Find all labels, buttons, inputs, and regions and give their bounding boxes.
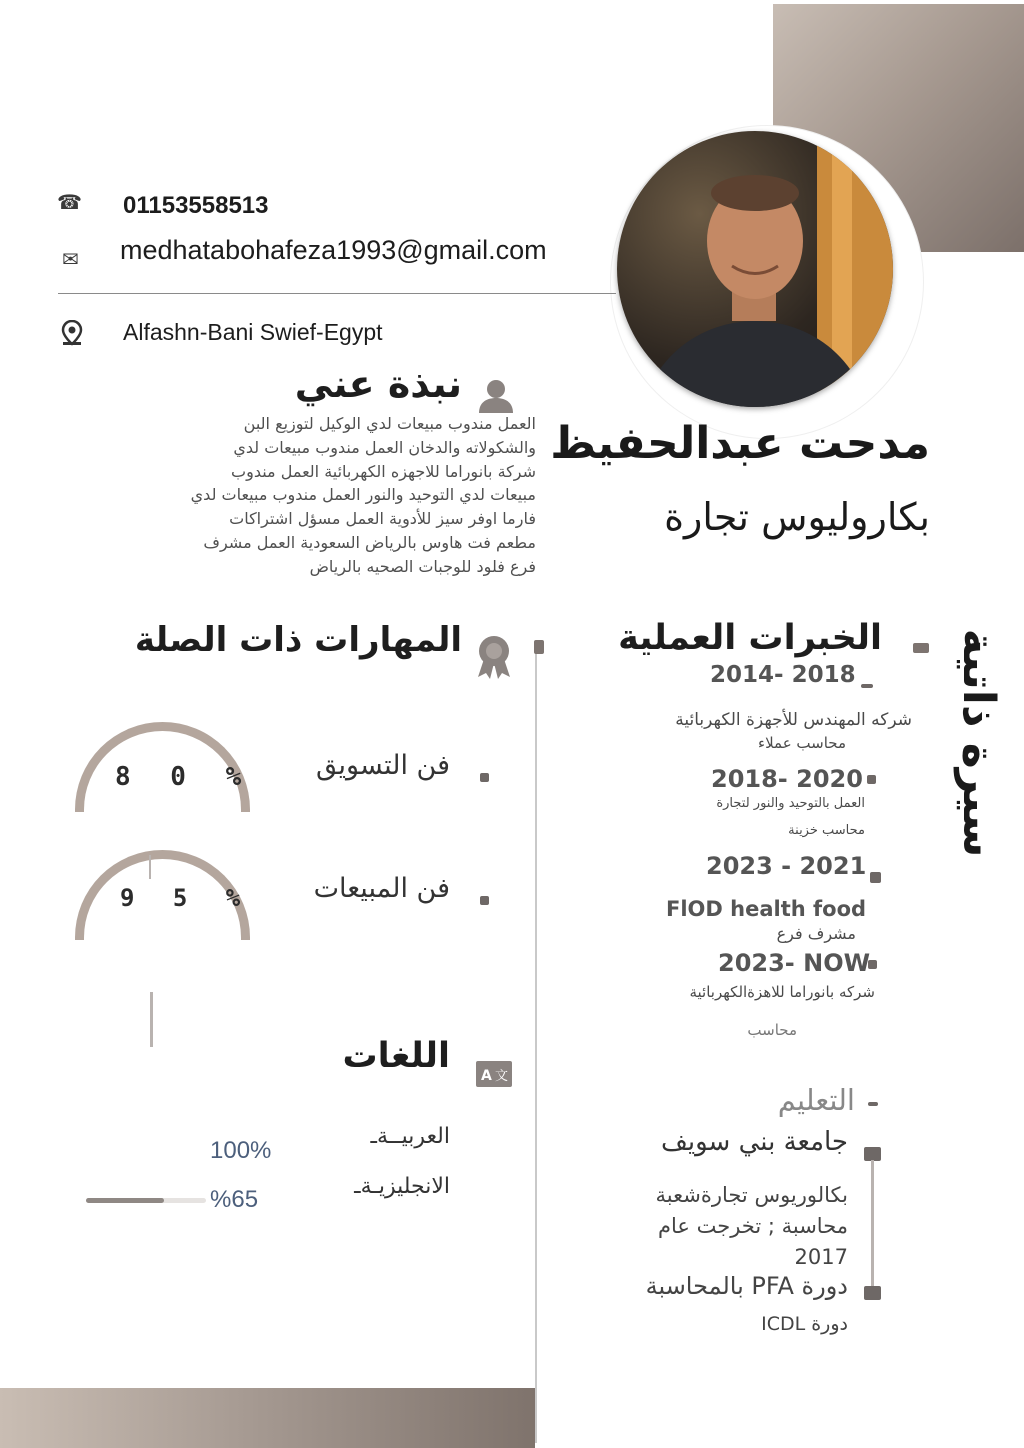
skill-name-marketing: فن التسويق	[316, 750, 450, 781]
education-bullet	[864, 1286, 881, 1300]
profile-photo	[617, 131, 893, 407]
about-line: مبيعات لدي التوحيد والنور العمل مندوب مبيعات لدي	[190, 485, 536, 505]
about-line: فارما اوفر سيز للأدوية العمل مسؤل اشتراكات	[229, 509, 536, 529]
language-name-english: الانجليزيـةـ	[354, 1174, 450, 1199]
about-text	[100, 412, 536, 579]
education-degree-line: بكالوريوس تجارةشعبة	[655, 1183, 848, 1207]
course-pfa: دورة PFA بالمحاسبة	[645, 1272, 848, 1300]
about-line: العمل مندوب مبيعات لدي الوكيل لتوزيع البن	[243, 414, 536, 433]
education-degree-line: محاسبة ; تخرجت عام	[657, 1214, 848, 1238]
about-line: والشكولاته والدخان العمل مندوب مبيعات لدي	[233, 437, 536, 457]
degree-title: بكاروليوس تجارة	[664, 495, 930, 539]
skill-gauge-tick	[149, 855, 151, 879]
address: Alfashn-Bani Swief-Egypt	[123, 319, 383, 345]
email-address[interactable]: medhatabohafeza1993@gmail.com	[120, 235, 547, 265]
education-timeline-line	[871, 1160, 874, 1290]
experience-title-bullet	[913, 643, 929, 653]
experience-title: الخبرات العملية	[618, 618, 882, 658]
envelope-icon: ✉	[62, 247, 79, 271]
about-line: مطعم فت هاوس بالرياض السعودية العمل مشرف	[203, 532, 536, 552]
skill-value-sales: 9 5 %	[120, 884, 253, 912]
vertical-cv-title-wrapper	[948, 618, 1008, 868]
experience-role: محاسب خزينة	[788, 823, 865, 838]
center-divider-line	[535, 648, 537, 1443]
skill-value-marketing: 8 0 %	[115, 762, 254, 792]
experience-bullet	[861, 684, 873, 688]
experience-bullet	[870, 872, 881, 883]
education-degree	[580, 1180, 848, 1273]
language-bar-fill-english	[86, 1198, 164, 1203]
language-value-english: %65	[210, 1186, 259, 1213]
language-bar-english	[86, 1198, 206, 1203]
award-badge-icon	[474, 633, 514, 683]
experience-role: محاسب	[747, 1021, 797, 1039]
contact-divider	[58, 293, 616, 294]
university-name: جامعة بني سويف	[660, 1127, 848, 1157]
education-bullet	[864, 1147, 881, 1161]
experience-company: شركه بانوراما للاهزةالكهربائية	[689, 983, 875, 1001]
about-line: فرع فلود للوجبات الصحيه بالرياض	[309, 556, 536, 576]
language-value-arabic: 100%	[210, 1137, 272, 1164]
experience-years: 2018- 2020	[711, 765, 863, 793]
skill-name-sales: فن المبيعات	[313, 873, 450, 904]
vertical-cv-title: سيرة ذاتية	[953, 628, 1004, 858]
experience-years: 2023 - 2021	[706, 852, 867, 880]
divider-tick	[150, 992, 153, 1047]
about-title: نبذة عني	[294, 362, 462, 406]
skill-bullet	[480, 773, 489, 782]
profile-photo-illustration	[617, 131, 893, 407]
experience-role: مشرف فرع	[776, 924, 856, 943]
about-line: شركة بانوراما للاجهزه الكهربائية العمل مندوب	[231, 461, 536, 481]
language-name-arabic: العربيــةـ	[370, 1124, 450, 1149]
svg-text:文: 文	[495, 1069, 509, 1084]
bottom-decor-block	[0, 1388, 535, 1448]
experience-years: 2014- 2018	[710, 662, 856, 688]
education-degree-line: 2017	[794, 1245, 848, 1269]
experience-company: FlOD health food	[666, 897, 867, 921]
experience-role: محاسب عملاء	[758, 734, 846, 752]
skill-bullet	[480, 896, 489, 905]
experience-bullet	[867, 775, 876, 784]
center-divider-dot	[534, 640, 544, 654]
course-icdl: دورة ICDL	[761, 1313, 848, 1335]
translate-icon	[476, 1061, 512, 1091]
skills-title: المهارات ذات الصلة	[134, 620, 462, 660]
svg-text:A: A	[481, 1068, 492, 1084]
full-name: مدحت عبدالحفيظ	[550, 418, 930, 469]
languages-title: اللغات	[342, 1036, 450, 1076]
experience-years: 2023- NOW	[718, 949, 871, 977]
phone-number[interactable]: 01153558513	[123, 192, 269, 219]
experience-company: شركه المهندس للأجهزة الكهربائية	[675, 710, 912, 730]
experience-company: العمل بالتوحيد والنور لتجارة	[716, 796, 865, 811]
phone-icon: ☎	[57, 190, 82, 214]
education-title: التعليم	[777, 1083, 855, 1117]
location-pin-icon	[61, 320, 83, 350]
education-title-bullet	[868, 1102, 878, 1106]
